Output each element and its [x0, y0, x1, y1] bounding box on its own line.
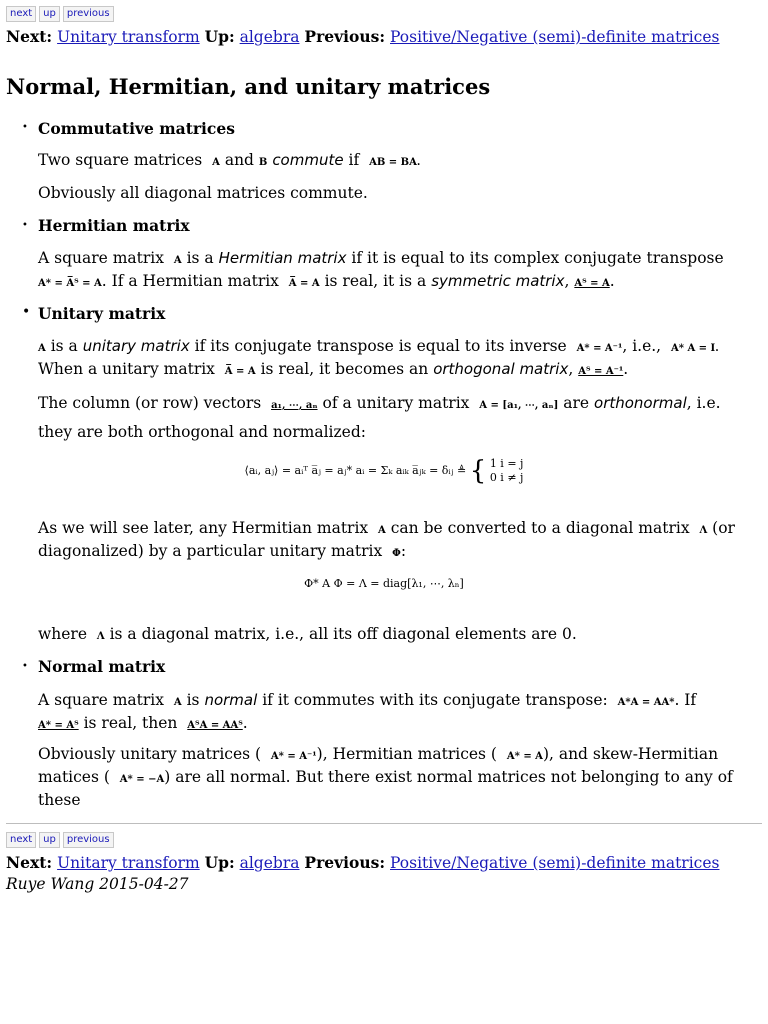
previous-button[interactable]: previous: [63, 6, 114, 22]
next-label: Next:: [6, 27, 53, 46]
bullet-icon: •: [22, 661, 28, 672]
next-label: Next:: [6, 853, 53, 872]
divider: [6, 823, 762, 824]
up-button[interactable]: up: [39, 6, 60, 22]
bullet-icon: •: [22, 220, 28, 231]
unitary-para-3: As we will see later, any Hermitian matrix A can be converted to a diagonal matrix Λ (or diagonalized) by a particular unitary matrix Φ:: [38, 519, 735, 560]
bottom-nav-buttons: [6, 832, 114, 848]
brace-icon: {: [469, 456, 487, 486]
next-button[interactable]: next: [6, 6, 36, 22]
up-button[interactable]: up: [39, 832, 60, 848]
normal-para-1: A square matrix A is normal if it commutes with its conjugate transpose: A*A = AA*. If A* = Aᵀ is real, then AᵀA = AAᵀ.: [38, 691, 697, 732]
previous-label: Previous:: [304, 853, 386, 872]
up-link[interactable]: algebra: [239, 28, 300, 46]
normal-para-2: Obviously unitary matrices ( A* = A⁻¹), Hermitian matrices ( A* = A), and skew-Hermitian matices ( A* = −A) are all normal. But there exist normal matrices not belonging to any of these: [38, 745, 733, 809]
up-label: Up:: [204, 853, 235, 872]
previous-label: Previous:: [304, 27, 386, 46]
section-heading-commutative: Commutative matrices: [38, 119, 235, 138]
previous-button[interactable]: previous: [63, 832, 114, 848]
page-title: Normal, Hermitian, and unitary matrices: [6, 74, 491, 99]
author-signature: Ruye Wang 2015-04-27: [6, 875, 189, 893]
unitary-para-4: where Λ is a diagonal matrix, i.e., all its off diagonal elements are 0.: [38, 625, 577, 643]
next-button[interactable]: next: [6, 832, 36, 848]
previous-link[interactable]: Positive/Negative (semi)-definite matrices: [390, 28, 720, 46]
bullet-icon: •: [22, 304, 31, 320]
previous-link[interactable]: Positive/Negative (semi)-definite matrices: [390, 854, 720, 872]
commutative-para-2: Obviously all diagonal matrices commute.: [38, 184, 368, 202]
diagonalization-equation: Φ* A Φ = Λ = diag[λ₁, ⋯, λₙ]: [304, 577, 464, 590]
section-heading-unitary: Unitary matrix: [38, 304, 166, 323]
next-link[interactable]: Unitary transform: [57, 854, 200, 872]
orthonormal-equation: ⟨aᵢ, aⱼ⟩ = aᵢᵀ a̅ⱼ = aⱼ* aᵢ = Σₖ aᵢₖ a̅ⱼₖ = δᵢⱼ ≜ { 1 i = j 0 i ≠ j: [244, 456, 524, 486]
commutative-para-1: Two square matrices A and B commute if AB = BA.: [38, 151, 421, 169]
hermitian-para-1: A square matrix A is a Hermitian matrix if it is equal to its complex conjugate transpose A* = A̅ᵀ = A. If a Hermitian matrix A̅ = A is real, it is a symmetric matrix, Aᵀ = A.: [38, 249, 724, 290]
top-nav-links: [6, 27, 719, 46]
top-nav-buttons: [6, 6, 114, 22]
unitary-para-2: The column (or row) vectors a₁, ⋯, aₙ of a unitary matrix A = [a₁, ⋯, aₙ] are orthonormal, i.e. they are both orthogonal and normalized:: [38, 394, 721, 441]
unitary-para-1: A is a unitary matrix if its conjugate transpose is equal to its inverse A* = A⁻¹, i.e., A* A = I. When a unitary matrix A̅ = A is real, it becomes an orthogonal matrix, Aᵀ = A⁻¹.: [38, 337, 719, 378]
next-link[interactable]: Unitary transform: [57, 28, 200, 46]
section-heading-hermitian: Hermitian matrix: [38, 216, 190, 235]
bottom-nav-links: [6, 853, 719, 872]
up-label: Up:: [204, 27, 235, 46]
bullet-icon: •: [22, 122, 28, 133]
up-link[interactable]: algebra: [239, 854, 300, 872]
section-heading-normal: Normal matrix: [38, 657, 166, 676]
